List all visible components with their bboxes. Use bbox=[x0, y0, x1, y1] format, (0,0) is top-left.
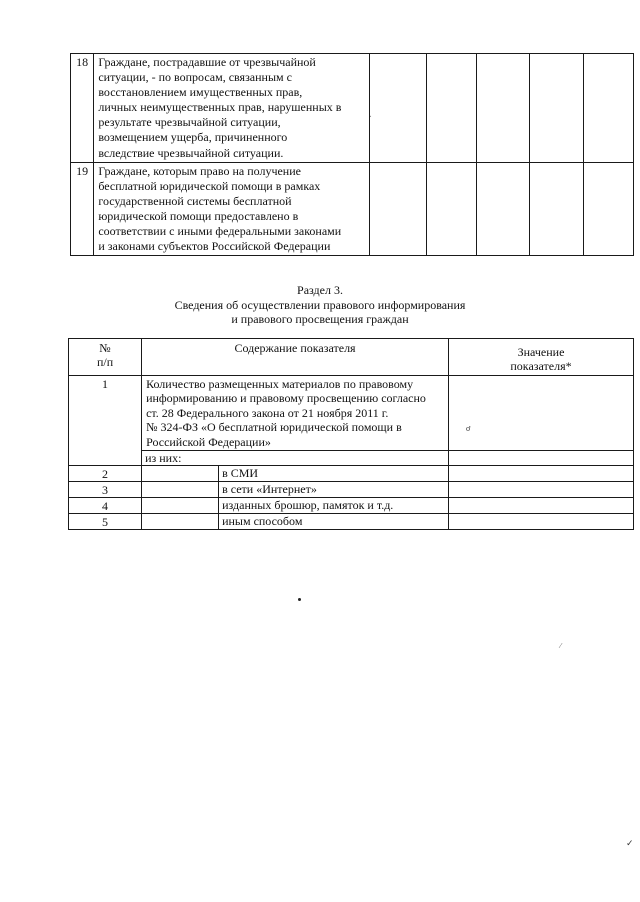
section-title-line-1: Сведения об осуществлении правового информирования bbox=[174, 298, 466, 312]
header-number bbox=[69, 339, 142, 376]
row-line: возмещением ущерба, причиненного bbox=[98, 130, 288, 145]
empty-cell bbox=[476, 54, 530, 163]
row-line: ситуации, - по вопросам, связанным с bbox=[98, 70, 292, 85]
row-line: юридической помощи предоставлено в bbox=[98, 208, 299, 223]
empty-cell bbox=[370, 162, 427, 256]
empty-cell bbox=[427, 162, 477, 256]
row-line: информированию и правовому просвещению согласно bbox=[146, 391, 426, 406]
row-line: восстановлением имущественных прав, bbox=[98, 85, 303, 100]
legal-info-table bbox=[68, 338, 634, 530]
empty-cell bbox=[584, 54, 634, 163]
table-header-row bbox=[69, 339, 634, 376]
row-line: и законами субъектов Российской Федерации bbox=[98, 239, 331, 254]
row-line: бесплатной юридической помощи в рамках bbox=[98, 178, 321, 193]
row-label: в сети «Интернет» bbox=[219, 482, 449, 498]
table-row-1-sub bbox=[69, 451, 634, 466]
row-number: 1 bbox=[69, 376, 142, 466]
empty-cell bbox=[142, 466, 219, 482]
empty-cell bbox=[142, 514, 219, 530]
table-row-19 bbox=[71, 162, 634, 256]
header-value bbox=[449, 339, 634, 376]
value-cell bbox=[449, 451, 634, 466]
section-title-line-2: и правового просвещения граждан bbox=[231, 312, 409, 326]
table-row-18 bbox=[71, 54, 634, 163]
empty-cell bbox=[370, 54, 427, 163]
empty-cell bbox=[142, 498, 219, 514]
table-row-2 bbox=[69, 466, 634, 482]
row-description bbox=[94, 54, 370, 163]
row-sub-label: из них: bbox=[142, 451, 449, 466]
header-content: Содержание показателя bbox=[142, 339, 449, 376]
empty-cell bbox=[427, 54, 477, 163]
row-number: 5 bbox=[69, 514, 142, 530]
empty-cell bbox=[530, 162, 584, 256]
header-value-line-1: Значение bbox=[517, 345, 565, 359]
empty-cell bbox=[476, 162, 530, 256]
scan-mark: ơ bbox=[466, 424, 471, 433]
scan-mark: ˴ bbox=[369, 111, 372, 120]
value-cell bbox=[449, 466, 634, 482]
row-number: 4 bbox=[69, 498, 142, 514]
header-number-abbr: п/п bbox=[96, 355, 114, 369]
row-line: личных неимущественных прав, нарушенных в bbox=[98, 100, 342, 115]
row-number: 18 bbox=[71, 54, 94, 163]
scan-mark: ⁄ bbox=[560, 642, 562, 650]
row-line: Количество размещенных материалов по правовому bbox=[146, 377, 414, 391]
header-value-line-2: показателя* bbox=[510, 359, 572, 373]
table-row-1 bbox=[69, 376, 634, 451]
empty-cell bbox=[584, 162, 634, 256]
scan-dot bbox=[298, 598, 301, 601]
empty-cell bbox=[530, 54, 584, 163]
table-row-5 bbox=[69, 514, 634, 530]
row-number: 2 bbox=[69, 466, 142, 482]
row-label: в СМИ bbox=[219, 466, 449, 482]
scan-mark: ✓ bbox=[626, 838, 634, 848]
row-line: Граждане, пострадавшие от чрезвычайной bbox=[98, 55, 316, 69]
table-row-3 bbox=[69, 482, 634, 498]
row-line: Российской Федерации» bbox=[146, 434, 271, 449]
table-row-4 bbox=[69, 498, 634, 514]
row-line: соответствии с иными федеральными законами bbox=[98, 224, 342, 239]
row-label: иным способом bbox=[219, 514, 449, 530]
row-line: вследствие чрезвычайной ситуации. bbox=[98, 145, 284, 160]
row-description bbox=[94, 162, 370, 256]
row-line: № 324-ФЗ «О бесплатной юридической помощи в bbox=[146, 420, 402, 435]
value-cell bbox=[449, 498, 634, 514]
recipients-table bbox=[70, 53, 634, 256]
section-heading: Раздел 3. bbox=[297, 283, 343, 297]
value-cell bbox=[449, 514, 634, 530]
value-cell bbox=[449, 376, 634, 451]
header-number-symbol: № bbox=[99, 341, 111, 355]
row-label: изданных брошюр, памяток и т.д. bbox=[219, 498, 449, 514]
empty-cell bbox=[142, 482, 219, 498]
row-line: результате чрезвычайной ситуации, bbox=[98, 115, 281, 130]
row-line: Граждане, которым право на получение bbox=[98, 163, 301, 178]
row-description bbox=[142, 376, 449, 451]
row-line: ст. 28 Федерального закона от 21 ноября 2011 г. bbox=[146, 405, 389, 420]
row-line: государственной системы бесплатной bbox=[98, 193, 292, 208]
value-cell bbox=[449, 482, 634, 498]
row-number: 19 bbox=[71, 162, 94, 256]
row-number: 3 bbox=[69, 482, 142, 498]
